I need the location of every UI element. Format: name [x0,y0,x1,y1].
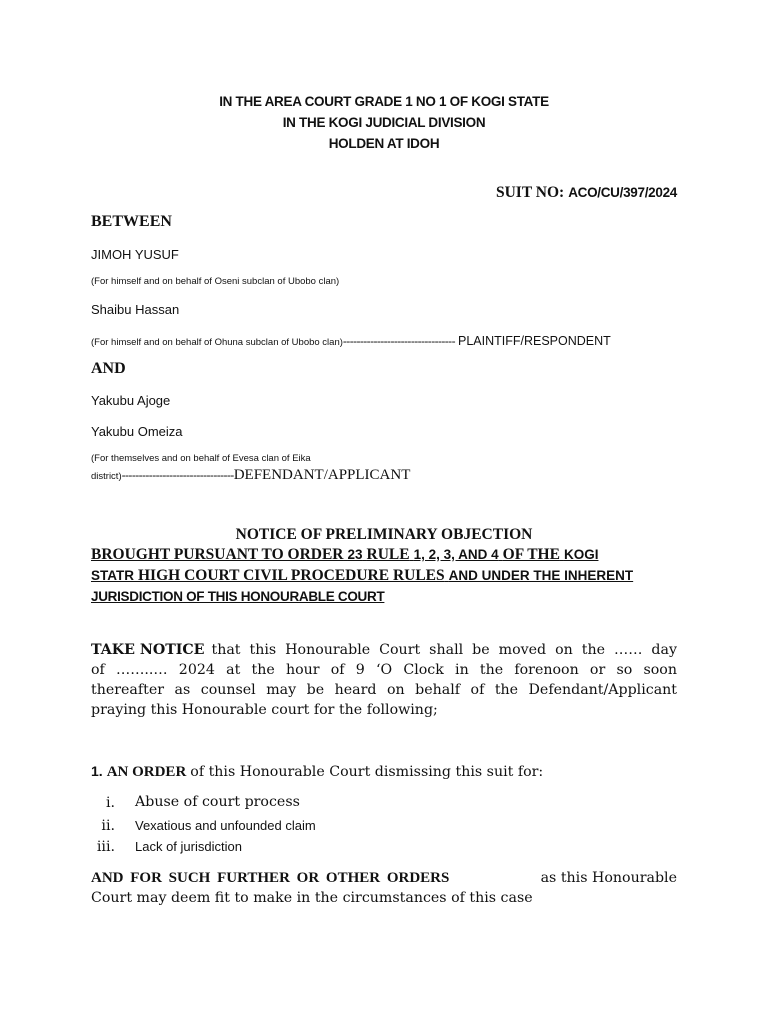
defendant-note-line-2: district) [91,471,122,482]
plaintiff-dashes: --------------------------------- [342,334,455,348]
court-title-line-3: HOLDEN AT IDOH [328,136,440,151]
court-title-line-2: IN THE KOGI JUDICIAL DIVISION [282,115,486,130]
further-orders-l1-rest: as this Honourable [540,870,677,886]
defendant-line [91,466,410,484]
notice-sub3: JURISDICTION OF THIS HONOURABLE COURT [91,589,385,604]
further-orders-line-1 [91,868,677,888]
notice-sub2-a: STATR [91,568,134,583]
plaintiff-2-note: (For himself and on behalf of Ohuna subclan of Ubobo clan) [91,337,343,348]
plaintiff-1-name: JIMOH YUSUF [91,247,179,262]
order-number: 1. [91,763,103,779]
order-item-1-text: Abuse of court process [135,794,300,810]
notice-title: NOTICE OF PRELIMINARY OBJECTION [235,526,533,543]
notice-sub2-c: AND UNDER THE INHERENT [448,568,634,583]
between-label: BETWEEN [91,213,172,230]
defendant-role: DEFENDANT/APPLICANT [233,467,411,483]
order-line [91,763,543,781]
notice-sub1-e: OF THE [502,546,560,563]
order-item-3-text: Lack of jurisdiction [135,839,242,854]
take-notice-lead: TAKE NOTICE [91,642,205,658]
defendant-note-line-1: (For themselves and on behalf of Evesa clan of Eika [91,453,311,464]
suit-number-label: SUIT NO: [495,184,565,201]
notice-sub1-b: 23 [347,547,363,562]
plaintiff-2-line [91,332,611,350]
further-orders-paragraph [91,868,677,908]
take-notice-paragraph [91,640,677,720]
take-notice-line-2: of ……..… 2024 at the hour of 9 ‘O Clock in the forenoon or so soon [91,662,677,678]
defendant-2-name: Yakubu Omeiza [91,424,183,439]
further-orders-lead: AND FOR SUCH FURTHER OR OTHER ORDERS [91,870,450,886]
order-item-1 [91,794,300,812]
notice-subtitle-line-2 [91,567,677,585]
and-label: AND [91,360,126,377]
notice-subtitle-line-3 [91,589,384,604]
take-notice-line-3: thereafter as counsel may be heard on behalf of the Defendant/Applicant [91,682,677,698]
suit-number [496,184,677,202]
suit-number-value: ACO/CU/397/2024 [568,185,677,200]
further-orders-line-2: Court may deem fit to make in the circumstances of this case [91,890,533,906]
notice-sub1-a: BROUGHT PURSUANT TO ORDER [91,546,344,563]
order-item-2 [91,817,316,835]
notice-sub1-c: RULE [366,546,410,563]
notice-subtitle-line-1 [91,546,677,564]
notice-sub1-d: 1, 2, 3, AND 4 [413,547,499,562]
order-item-3 [91,838,242,856]
order-item-1-numeral: i. [105,795,115,811]
defendant-1-name: Yakubu Ajoge [91,393,171,408]
take-notice-line-1 [91,640,677,660]
defendant-dashes: --------------------------------- [121,468,234,482]
take-notice-l1-rest: that this Honourable Court shall be moved on the …… day [211,642,677,658]
order-lead: AN ORDER [106,764,187,780]
plaintiff-role: PLAINTIFF/RESPONDENT [457,334,611,348]
take-notice-line-4: praying this Honourable court for the following; [91,702,438,718]
order-item-2-numeral: ii. [101,818,115,834]
order-rest: of this Honourable Court dismissing this suit for: [190,764,544,780]
plaintiff-1-note: (For himself and on behalf of Oseni subclan of Ubobo clan) [91,276,340,287]
court-title-line-1: IN THE AREA COURT GRADE 1 NO 1 OF KOGI STATE [219,94,549,109]
order-item-2-text: Vexatious and unfounded claim [135,818,316,833]
notice-sub1-f: KOGI [563,547,599,562]
order-item-3-numeral: iii. [96,839,115,855]
plaintiff-2-name: Shaibu Hassan [91,302,180,317]
notice-sub2-b: HIGH COURT CIVIL PROCEDURE RULES [138,567,445,584]
